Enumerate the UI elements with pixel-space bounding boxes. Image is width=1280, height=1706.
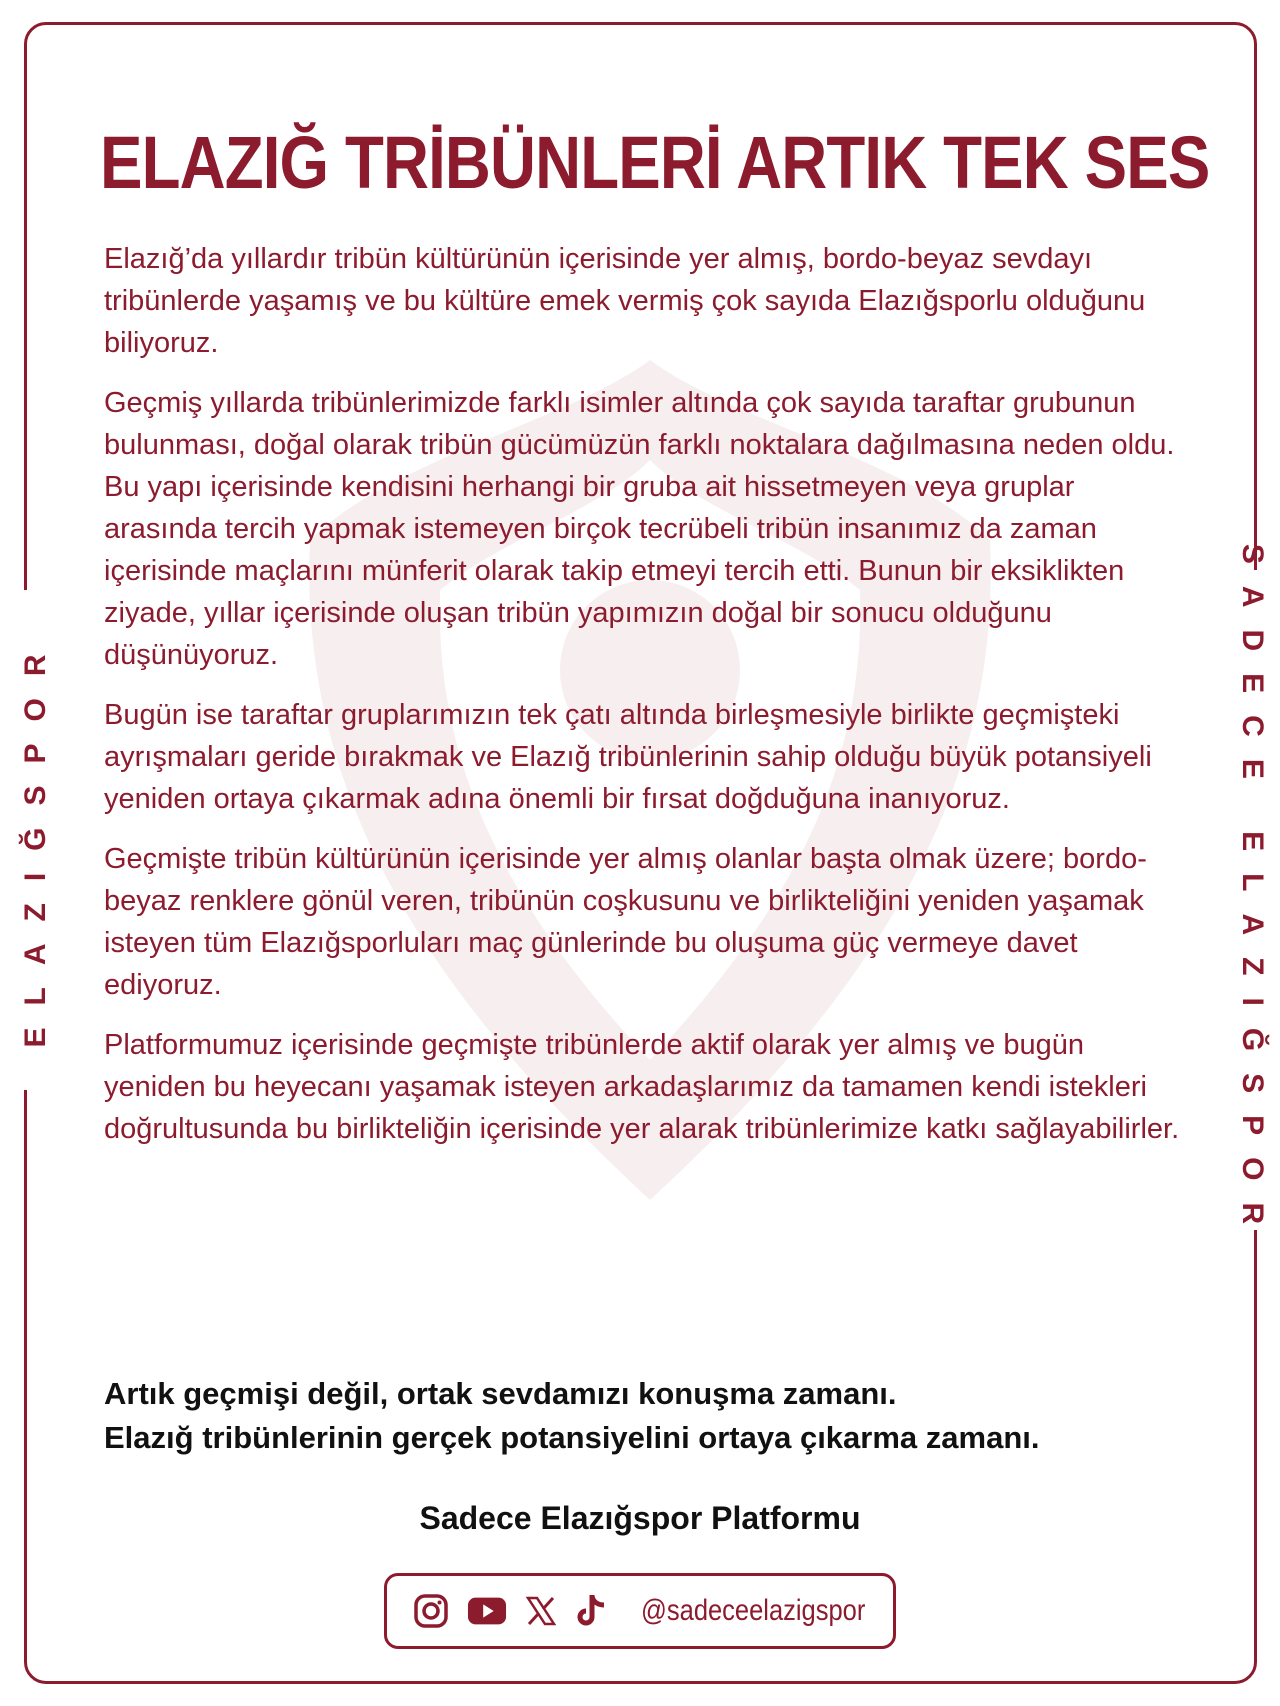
signature: Sadece Elazığspor Platformu [419, 1500, 861, 1536]
x-icon[interactable] [525, 1591, 557, 1631]
statement-body [104, 238, 1184, 1168]
paragraph: Geçmişte tribün kültürünün içerisinde yer almış olanlar başta olmak üzere; bordo-beyaz renklere gönül veren, tribünün coşkusunu ve birlikteliğini yeniden yaşamak isteyen tüm Elazığsporluları maç günlerinde bu oluşuma güç vermeye davet ediyoruz. [104, 843, 1147, 1001]
paragraph: Platformumuz içerisinde geçmişte tribünlerde aktif olarak yer almış ve bugün yeniden bu heyecanı yaşamak isteyen arkadaşlarımız da tamamen kendi istekleri doğrultusunda bu birlikteliğin içerisinde yer alarak tribünlerimize katkı sağlayabilirler. [104, 1029, 1180, 1145]
youtube-icon[interactable] [467, 1591, 507, 1631]
side-label-left: ELAZIĞSPOR [19, 632, 52, 1048]
paragraph: Elazığ’da yıllardır tribün kültürünün içerisinde yer almış, bordo-beyaz sevdayı tribünlerde yaşamış ve bu kültüre emek vermiş çok sayıda Elazığsporlu olduğunu biliyoruz. [104, 243, 1146, 359]
closing-statement [104, 1372, 1204, 1460]
social-handle[interactable]: @sadeceelazigspor [641, 1594, 866, 1627]
side-label-right: SADECE ELAZIĞSPOR [1236, 543, 1269, 1247]
page-title: ELAZIĞ TRİBÜNLERİ ARTIK TEK SES [100, 121, 1210, 204]
tiktok-icon[interactable] [575, 1591, 607, 1631]
paragraph: Bugün ise taraftar gruplarımızın tek çatı altında birleşmesiyle birlikte geçmişteki ayrışmaları geride bırakmak ve Elazığ tribünlerinin sahip olduğu büyük potansiyeli yeniden ortaya çıkarmak adına önemli bir fırsat doğduğuna inanıyoruz. [104, 699, 1152, 815]
social-links [384, 1573, 896, 1649]
closing-line: Elazığ tribünlerinin gerçek potansiyelini ortaya çıkarma zamanı. [104, 1420, 1040, 1455]
closing-line: Artık geçmişi değil, ortak sevdamızı konuşma zamanı. [104, 1376, 897, 1411]
instagram-icon[interactable] [413, 1591, 449, 1631]
paragraph: Geçmiş yıllarda tribünlerimizde farklı isimler altında çok sayıda taraftar grubunun bulunması, doğal olarak tribün gücümüzün farklı noktalara dağılmasına neden oldu. Bu yapı içerisinde kendisini herhangi bir gruba ait hissetmeyen veya gruplar arasında tercih yapmak istemeyen birçok tecrübeli tribün insanımız da zaman içerisinde maçlarını münferit olarak takip etmeyi tercih etti. Bunun bir eksiklikten ziyade, yıllar içerisinde oluşan tribün yapımızın doğal bir sonucu olduğunu düşünüyoruz. [104, 387, 1175, 671]
